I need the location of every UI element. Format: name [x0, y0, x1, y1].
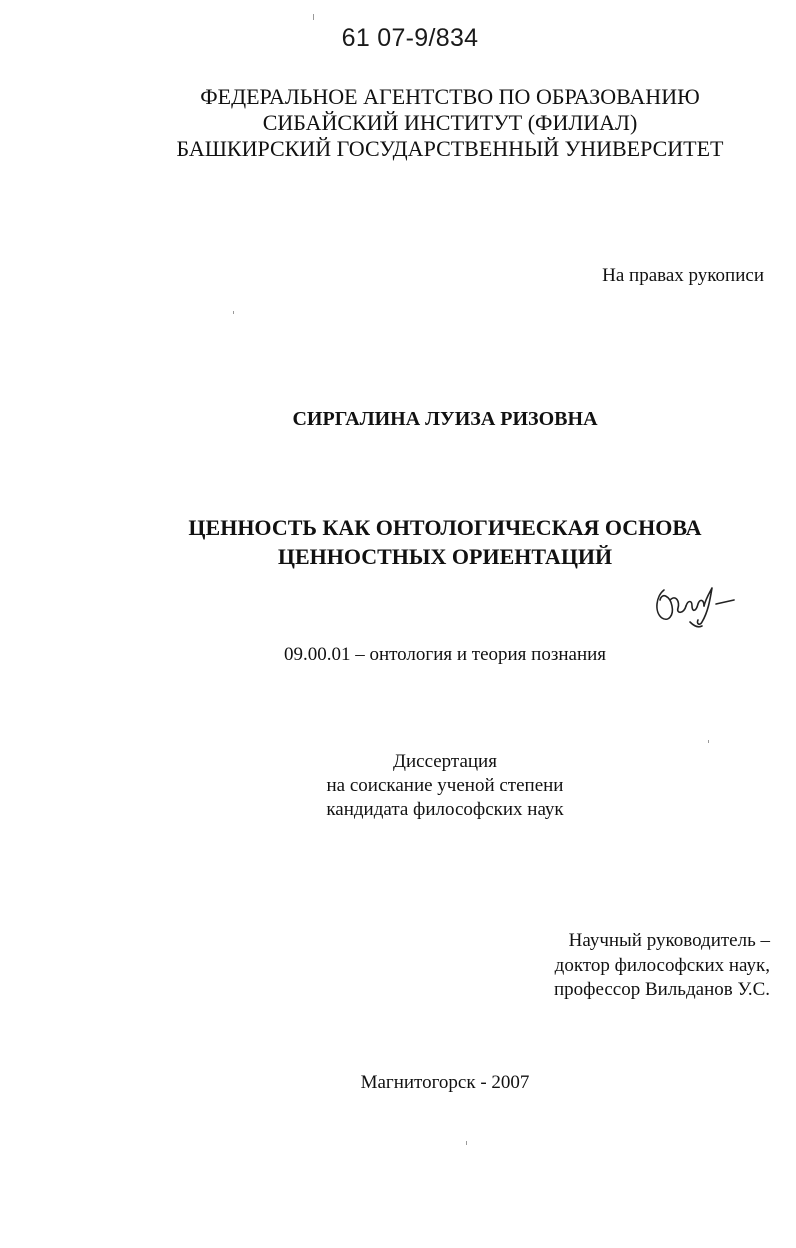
advisor-block [520, 929, 770, 1003]
author-name: СИРГАЛИНА ЛУИЗА РИЗОВНА [292, 408, 598, 430]
city-year: Магнитогорск - 2007 [360, 1072, 530, 1093]
institution-block [150, 84, 750, 162]
scan-speck [313, 14, 314, 20]
scan-speck [233, 311, 234, 314]
advisor-name: профессор Вильданов У.С. [553, 979, 770, 1000]
dissertation-degree: кандидата философских наук [326, 799, 564, 820]
manuscript-note: На правах рукописи [602, 265, 764, 286]
dissertation-type: Диссертация [393, 751, 497, 772]
specialty-code: 09.00.01 – онтология и теория познания [283, 644, 607, 665]
handwritten-signature-icon [650, 578, 740, 634]
advisor-degree: доктор философских наук, [554, 954, 770, 976]
catalog-number: 61 07-9/834 [341, 24, 479, 52]
thesis-title-line-2: ЦЕННОСТНЫХ ОРИЕНТАЦИЙ [277, 544, 613, 569]
thesis-title [120, 513, 770, 571]
thesis-title-line-1: ЦЕННОСТЬ КАК ОНТОЛОГИЧЕСКАЯ ОСНОВА [188, 515, 702, 540]
dissertation-purpose: на соискание ученой степени [326, 775, 564, 796]
scan-speck [466, 1141, 467, 1145]
dissertation-block [290, 750, 600, 822]
institution-agency: ФЕДЕРАЛЬНОЕ АГЕНТСТВО ПО ОБРАЗОВАНИЮ [200, 84, 700, 109]
institution-university: БАШКИРСКИЙ ГОСУДАРСТВЕННЫЙ УНИВЕРСИТЕТ [176, 136, 724, 161]
institution-branch: СИБАЙСКИЙ ИНСТИТУТ (ФИЛИАЛ) [262, 110, 638, 135]
advisor-role: Научный руководитель – [568, 930, 770, 951]
scan-speck [708, 740, 709, 743]
